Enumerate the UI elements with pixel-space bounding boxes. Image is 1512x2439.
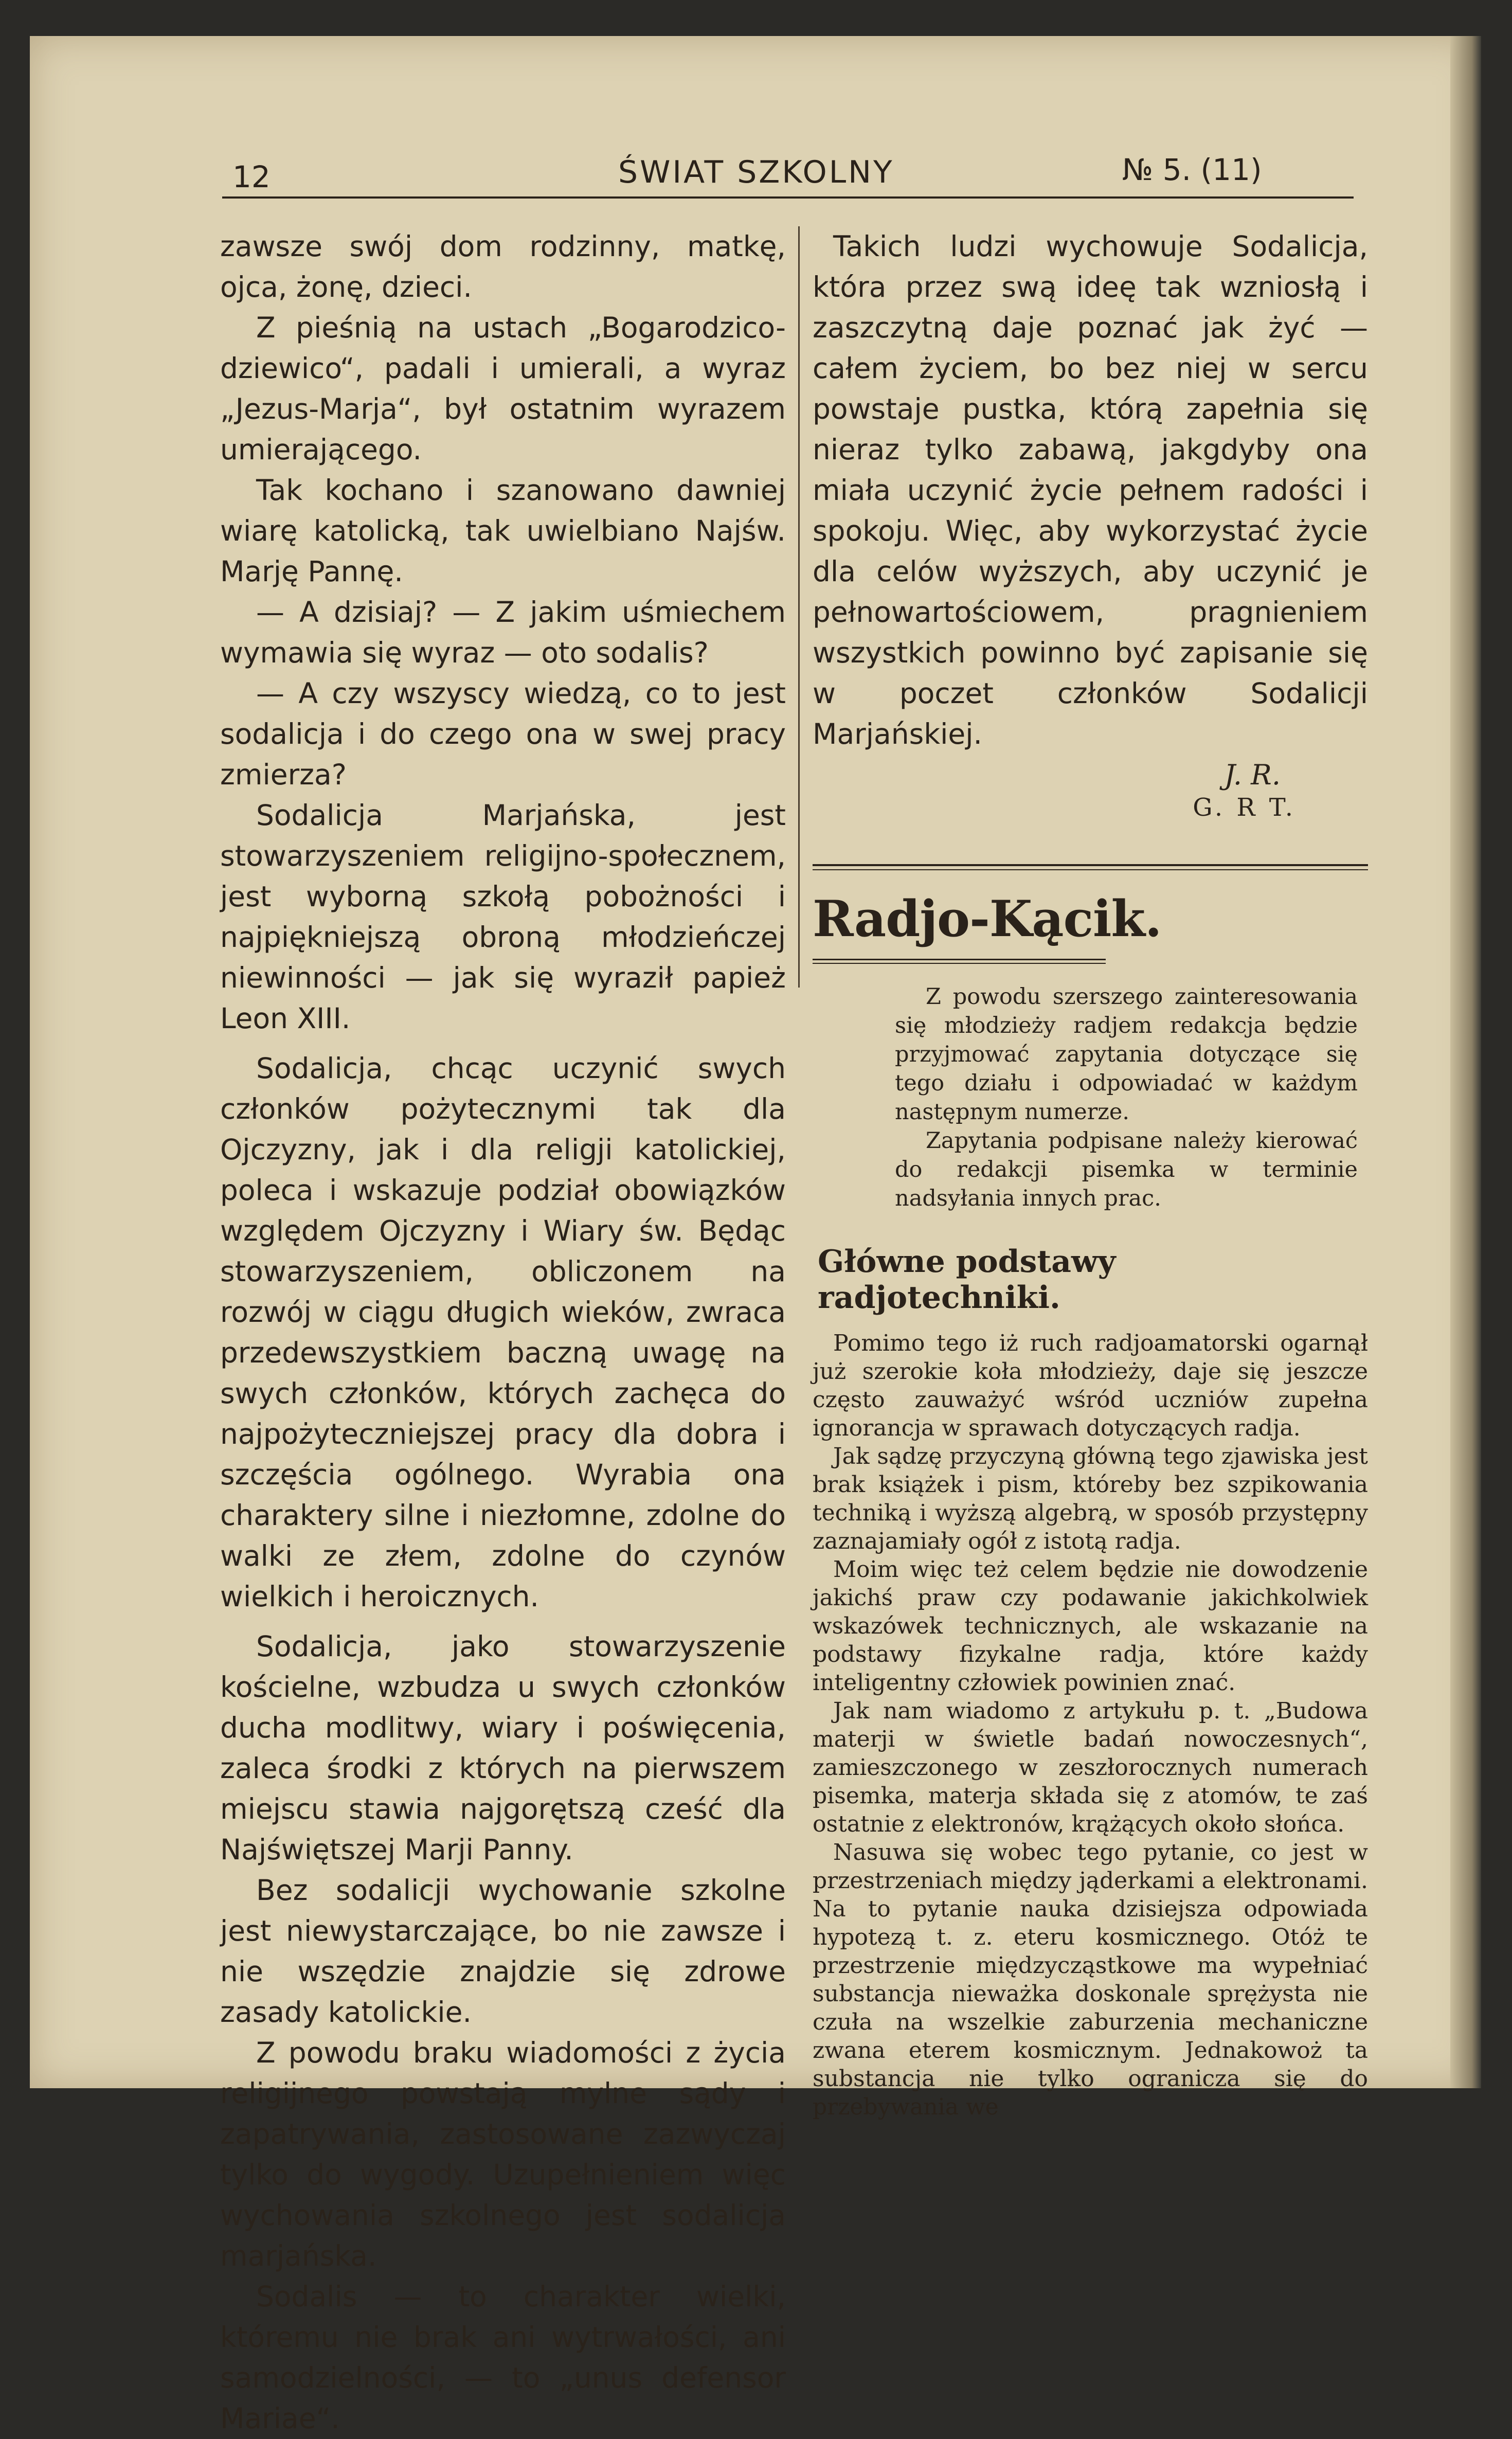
paragraph: zawsze swój dom rodzinny, matkę, ojca, żonę, dzieci.	[220, 230, 786, 303]
paragraph: Takich ludzi wychowuje Sodalicja, która przez swą ideę tak wzniosłą i zaszczytną daje poznać jak żyć — całem życiem, bo bez niej w sercu powstaje pustka, którą zapełnia się nieraz tylko zabawą, jakgdyby ona miała uczynić życie pełnem radości i spokoju. Więc, aby wykorzystać życie dla celów wyższych, aby uczynić je pełnowartościowem, pragnieniem wszystkich powinno być zapisanie się w poczet członków Sodalicji Marjańskiej.	[813, 230, 1368, 750]
header-rule	[222, 196, 1354, 199]
article-paragraph: Jak nam wiadomo z artykułu p. t. „Budowa materji w świetle badań nowoczesnych“, zamieszczonego w zeszłorocznych numerach pisemka, materja składa się z atomów, te zaś ostatnie z elektronów, krążących około słońca.	[813, 1698, 1368, 1837]
section-title-rule	[813, 959, 1106, 964]
signature-initials: J. R.	[1224, 759, 1281, 791]
page-number: 12	[232, 159, 271, 194]
paragraph: — A dzisiaj? — Z jakim uśmiechem wymawia się wyraz — oto sodalis?	[220, 596, 786, 669]
paragraph: — A czy wszyscy wiedzą, co to jest sodalicja i do czego ona w swej pracy zmierza?	[220, 677, 786, 791]
paragraph: Sodalicja, chcąc uczynić swych członków pożytecznymi tak dla Ojczyzny, jak i dla religji katolickiej, poleca i wskazuje podział obowiązków względem Ojczyzny i Wiary św. Będąc stowarzyszeniem, obliczonem na rozwój w ciągu długich wieków, zwraca przedewszystkiem baczną uwagę na swych członków, których zachęca do najpożyteczniejszej pracy dla dobra i szczęścia ogólnego. Wyrabia ona charaktery silne i niezłomne, zdolne do walki ze złem, zdolne do czynów wielkich i heroicznych.	[220, 1052, 786, 1613]
paragraph: Sodalicja, jako stowarzyszenie kościelne, wzbudza u swych członków ducha modlitwy, wiary i poświęcenia, zaleca środki z których na pierwszem miejscu stawia najgorętszą cześć dla Najświętszej Marji Panny.	[220, 1630, 786, 1866]
editorial-notice	[813, 982, 1368, 1213]
signature-group: G. R T.	[1193, 793, 1296, 822]
section-title: Radjo-Kącik.	[813, 890, 1162, 948]
paragraph: Bez sodalicji wychowanie szkolne jest niewystarczające, bo nie zawsze i nie wszędzie znajdzie się zdrowe zasady katolickie.	[220, 1874, 786, 2029]
article-body	[813, 1329, 1368, 2121]
issue-number: № 5. (11)	[1122, 152, 1262, 187]
notice-paragraph: Z powodu szerszego zainteresowania się młodzieży radjem redakcja będzie przyjmować zapytania dotyczące się tego działu i odpowiadać w każdym następnym numerze.	[895, 984, 1358, 1125]
page-spine-edge	[1450, 36, 1481, 2088]
right-column	[813, 226, 1368, 2121]
paragraph: Z pieśnią na ustach „Bogarodzico-dziewico“, padali i umierali, a wyraz „Jezus-Marja“, był ostatnim wyrazem umierającego.	[220, 311, 786, 466]
left-column	[220, 226, 786, 2435]
paragraph: Tak kochano i szanowano dawniej wiarę katolicką, tak uwielbiano Najśw. Marję Pannę.	[220, 474, 786, 588]
article-paragraph: Nasuwa się wobec tego pytanie, co jest w przestrzeniach między jąderkami a elektronami. Na to pytanie nauka dzisiejsza odpowiada hypotezą t. z. eteru kosmicznego. Otóż te przestrzenie międzycząstkowe ma wypełniać substancja nieważka doskonale sprężysta nie czuła na wszelkie zaburzenia mechaniczne zwana eterem kosmicznym. Jednakowoż ta substancja nie tylko ogranicza się do przebywania we	[813, 1839, 1368, 2120]
article-paragraph: Moim więc też celem będzie nie dowodzenie jakichś praw czy podawanie jakichkolwiek wskazówek technicznych, ale wskazanie na podstawy fizykalne radja, które każdy inteligentny człowiek powinien znać.	[813, 1556, 1368, 1696]
section-divider	[813, 864, 1368, 870]
publication-title: ŚWIAT SZKOLNY	[618, 154, 894, 190]
paragraph: Sodalis — to charakter wielki, któremu nie brak ani wytrwałości, ani samodzielności, — to „unus defensor Mariae“.	[220, 2280, 786, 2435]
paragraph: Z powodu braku wiadomości z życia religijnego powstają mylne sądy i zapatrywania, zastosowane zazwyczaj tylko do wygody. Uzupełnieniem więc wychowania szkolnego jest sodalicja marjańska.	[220, 2036, 786, 2272]
article-paragraph: Pomimo tego iż ruch radjoamatorski ogarnął już szerokie koła młodzieży, daje się jeszcze często zauważyć wśród uczniów zupełna ignorancja w sprawach dotyczących radja.	[813, 1330, 1368, 1441]
article-paragraph: Jak sądzę przyczyną główną tego zjawiska jest brak książek i pism, któreby bez szpikowania techniką i wyższą algebrą, w sposób przystępny zaznajamiały ogół z istotą radja.	[813, 1443, 1368, 1554]
column-divider	[798, 226, 800, 988]
paragraph: Sodalicja Marjańska, jest stowarzyszeniem religijno-społecznem, jest wyborną szkołą pobożności i najpiękniejszą obroną młodzieńczej niewinności — jak się wyraził papież Leon XIII.	[220, 799, 786, 1035]
article-title: Główne podstawy radjotechniki.	[818, 1244, 1116, 1316]
page-header	[191, 139, 1354, 195]
notice-paragraph: Zapytania podpisane należy kierować do redakcji pisemka w terminie nadsyłania innych prac.	[895, 1128, 1358, 1211]
